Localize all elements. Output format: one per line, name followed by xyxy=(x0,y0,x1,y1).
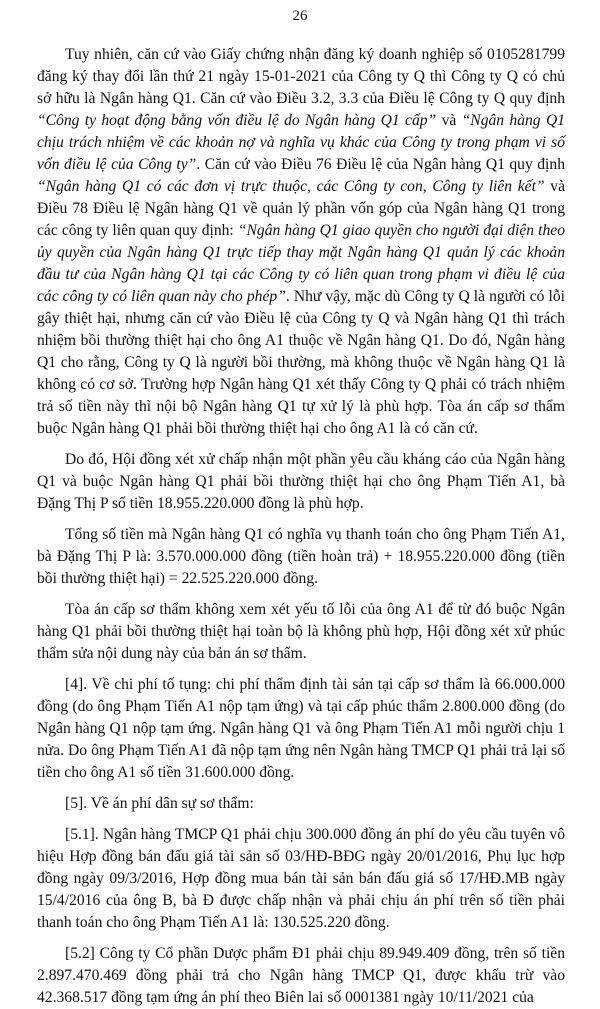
text-run: [5.2] Công ty Cổ phần Dược phẩm Đ1 phải chịu 89.949.409 đồng, trên số tiền 2.897.470.469 đồng phải trả cho Ngân hàng TMCP Q1, được khấu trừ vào 42.368.517 đồng tạm ứng án phí theo Biên lai số 0001381 ngày 10/11/2021 của xyxy=(37,945,565,1006)
paragraph-1 xyxy=(37,44,565,440)
paragraph-5 xyxy=(37,674,565,784)
text-run: Tổng số tiền mà Ngân hàng Q1 có nghĩa vụ thanh toán cho ông Phạm Tiến A1, bà Đặng Thị P là: 3.570.000.000 đồng (tiền hoàn trả) + 18.955.220.000 đồng (tiền bồi thường thiệt hại) = 22.525.220.000 đồng. xyxy=(37,526,565,587)
paragraph-4 xyxy=(37,599,565,665)
quote-run: “Ngân hàng Q1 giao quyền cho người đại diện theo ủy quyền của Ngân hàng Q1 trực tiếp thay mặt Ngân hàng Q1 quản lý các khoản đầu tư của Ngân hàng Q1 tại các Công ty có liên quan trong phạm vi điều lệ của các công ty có liên quan này cho phép” xyxy=(37,222,565,305)
text-run: Tòa án cấp sơ thẩm không xem xét yếu tố lỗi của ông A1 để từ đó buộc Ngân hàng Q1 phải bồi thường thiệt hại toàn bộ là không phù hợp, Hội đồng xét xử phúc thẩm sửa nội dung này của bản án sơ thẩm. xyxy=(37,601,565,662)
quote-run: “Công ty hoạt động bằng vốn điều lệ do Ngân hàng Q1 cấp” xyxy=(37,112,437,129)
text-run: [5.1]. Ngân hàng TMCP Q1 phải chịu 300.000 đồng án phí do yêu cầu tuyên vô hiệu Hợp đồng bán đấu giá tài sản số 03/HĐ-BĐG ngày 20/01/2016, Phụ lục hợp đồng ngày 09/3/2016, Hợp đồng mua bán tài sản bán đấu giá số 17/HĐ.MB ngày 15/4/2016 của ông B, bà Đ được chấp nhận và phải chịu án phí trên số tiền phải thanh toán cho ông Phạm Tiến A1 là: 130.525.220 đồng. xyxy=(37,826,565,931)
paragraph-8 xyxy=(37,943,565,1009)
paragraph-3 xyxy=(37,524,565,590)
text-run: [5]. Về án phí dân sự sơ thẩm: xyxy=(65,795,254,812)
document-body xyxy=(37,44,565,1009)
paragraph-2 xyxy=(37,449,565,515)
text-run: Tuy nhiên, căn cứ vào Giấy chứng nhận đăng ký doanh nghiệp số 0105281799 đăng ký thay đổi lần thứ 21 ngày 15-01-2021 của Công ty Q thì Công ty Q có chủ sở hữu là Ngân hàng Q1. Căn cứ vào Điều 3.2, 3.3 của Điều lệ Công ty Q quy định xyxy=(37,46,565,107)
quote-run: “Ngân hàng Q1 chịu trách nhiệm về các khoản nợ và nghĩa vụ khác của Công ty trong phạm vi số vốn điều lệ của Công ty” xyxy=(37,112,565,173)
text-run: . Như vậy, mặc dù Công ty Q là người có lỗi gây thiệt hại, nhưng căn cứ vào Điều lệ của Công ty Q và Ngân hàng Q1 thì trách nhiệm bồi thường thiệt hại cho ông A1 thuộc về Ngân hàng Q1. Do đó, Ngân hàng Q1 cho rằng, Công ty Q là người bồi thường, mà không thuộc về Ngân hàng Q1 là không có cơ sở. Trường hợp Ngân hàng Q1 xét thấy Công ty Q phải có trách nhiệm trả số tiền này thì nội bộ Ngân hàng Q1 tự xử lý là phù hợp. Tòa án cấp sơ thẩm buộc Ngân hàng Q1 phải bồi thường thiệt hại cho ông A1 là có căn cứ. xyxy=(37,288,565,437)
text-run: và xyxy=(436,112,462,129)
text-run: Do đó, Hội đồng xét xử chấp nhận một phần yêu cầu kháng cáo của Ngân hàng Q1 và buộc Ngân hàng Q1 phải bồi thường thiệt hại cho ông Phạm Tiến A1, bà Đặng Thị P số tiền 18.955.220.000 đồng là phù hợp. xyxy=(37,451,565,512)
quote-run: “Ngân hàng Q1 có các đơn vị trực thuộc, các Công ty con, Công ty liên kết” xyxy=(37,178,545,195)
text-run: . Căn cứ vào Điều 76 Điều lệ của Ngân hàng Q1 quy định xyxy=(196,156,565,173)
text-run: [4]. Về chi phí tố tụng: chi phí thẩm định tài sản tại cấp sơ thẩm là 66.000.000 đồng (do ông Phạm Tiến A1 nộp tạm ứng) và tại cấp phúc thẩm 2.800.000 đồng (do Ngân hàng Q1 nộp tạm ứng. Ngân hàng Q1 và ông Phạm Tiến A1 mỗi người chịu 1 nửa. Do ông Phạm Tiến A1 đã nộp tạm ứng nên Ngân hàng TMCP Q1 phải trả lại số tiền cho ông A1 số tiền 31.600.000 đồng. xyxy=(37,676,565,781)
page-number: 26 xyxy=(292,8,308,24)
paragraph-7 xyxy=(37,824,565,934)
paragraph-6 xyxy=(37,793,565,815)
text-run: và Điều 78 Điều lệ Ngân hàng Q1 về quản lý phần vốn góp của Ngân hàng Q1 trong các công ty liên quan quy định: xyxy=(37,178,565,239)
